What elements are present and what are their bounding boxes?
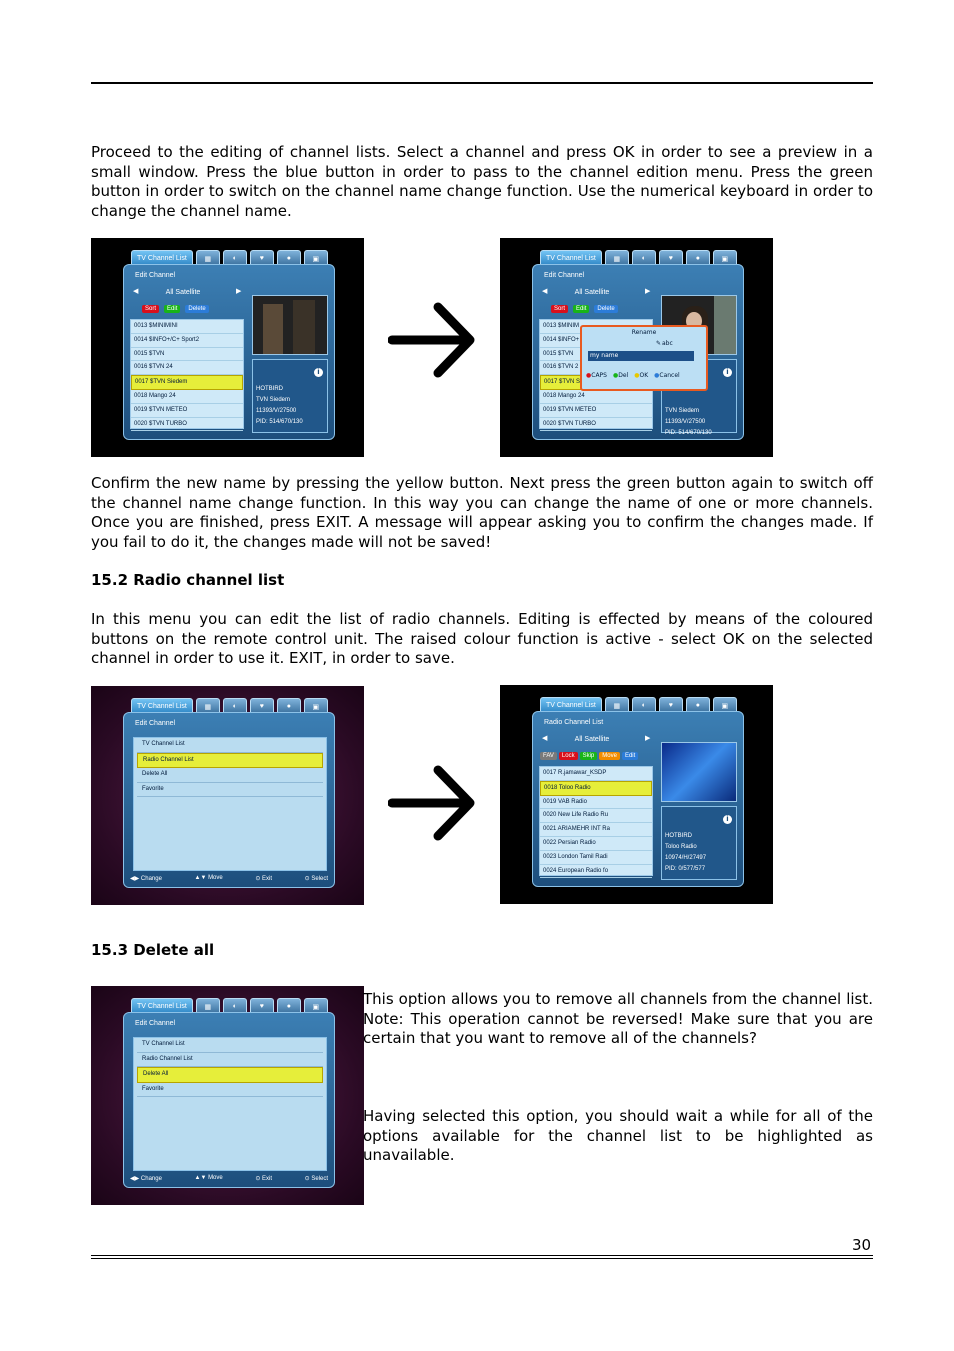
list-item: 0019 $TVN METEO (540, 404, 652, 418)
channel-info-box (252, 359, 328, 433)
exit-hint: Exit (262, 876, 273, 882)
tab-icon: ● (686, 250, 710, 267)
list-item: 0021 ARIAMEHR INT Ra (540, 823, 652, 837)
right-arrow-icon: ▶ (236, 287, 242, 295)
move-hint: Move (208, 875, 223, 881)
panel-title: Edit Channel (135, 720, 176, 727)
change-hint: Change (140, 876, 162, 882)
channel-info-box (661, 806, 737, 880)
section-heading-delete: 15.3 Delete all (91, 941, 215, 959)
tab-icon: ♥ (659, 697, 683, 714)
list-item-selected: 0018 Toloo Radio (540, 781, 652, 796)
cancel-hint: Cancel (659, 372, 680, 379)
section-heading-radio: 15.2 Radio channel list (91, 571, 285, 589)
tab-icon: ● (277, 998, 301, 1015)
list-item: 0024 European Radio fo (540, 865, 652, 879)
right-arrow-icon: ▶ (645, 734, 651, 742)
edit-panel (123, 1012, 335, 1188)
rename-input: my name (588, 351, 694, 361)
tab-tv-channel-list: TV Channel List (540, 697, 602, 714)
info-frequency: 11393/V/27500 (665, 419, 706, 425)
move-button: Move (599, 752, 620, 760)
list-item: 0014 $INFO+ (540, 334, 652, 348)
menu-item-selected: Delete All (137, 1067, 323, 1083)
footer-rule (91, 1255, 873, 1256)
tab-tv-channel-list: TV Channel List (131, 698, 193, 715)
info-icon: i (314, 368, 323, 377)
info-frequency: 11393/V/27500 (256, 408, 297, 414)
radio-channel-list-screenshot (500, 685, 773, 904)
menu-item: Delete All (137, 768, 323, 783)
edit-panel (123, 712, 335, 888)
page-number: 30 (852, 1236, 872, 1254)
info-icon: i (723, 368, 732, 377)
exit-hint: Exit (262, 1176, 273, 1182)
footer-rule (91, 1258, 873, 1259)
delete-button: Delete (185, 305, 208, 313)
tab-icon: ● (686, 697, 710, 714)
tab-icon: ◐ (632, 697, 656, 714)
left-arrow-icon: ◀ (542, 734, 548, 742)
change-hint: Change (140, 1176, 162, 1182)
list-item: 0016 $TVN 24 (131, 361, 243, 375)
ok-hint: OK (639, 372, 649, 379)
tab-icon: ▣ (304, 250, 328, 267)
menu-item: TV Channel List (137, 738, 323, 753)
tab-icon: ▣ (713, 250, 737, 267)
rename-channel-screenshot (500, 238, 773, 457)
panel-title: Radio Channel List (544, 719, 604, 726)
satellite-label: All Satellite (574, 736, 610, 743)
satellite-label: All Satellite (165, 289, 201, 296)
tab-icon: ♥ (250, 998, 274, 1015)
tab-icon: ◐ (223, 998, 247, 1015)
list-item: 0016 $TVN 2 (540, 361, 652, 375)
radio-panel (532, 711, 744, 887)
keyboard-icon: ✎ (656, 340, 662, 347)
info-frequency: 10974/H/27497 (665, 855, 707, 861)
edit-button: Edit (164, 305, 180, 313)
radio-artwork (661, 742, 737, 802)
caps-hint: CAPS (591, 372, 607, 379)
help-footer: ◀▶ Change ▲▼ Move ⊙ Exit ⊙ Select (130, 875, 328, 882)
info-satellite: HOTBIRD (256, 386, 283, 392)
sort-button: Sort (142, 305, 159, 313)
tab-icon: ● (277, 698, 301, 715)
info-pid: PID: 514/670/130 (665, 430, 712, 436)
edit-panel (123, 264, 335, 440)
list-item: 0020 $TVN TURBO (540, 418, 652, 432)
rename-hints: ●CAPS ●Del ●OK ●Cancel (586, 372, 680, 379)
list-item: 0017 R.jamawar_KSDP (540, 767, 652, 781)
skip-button: Skip (580, 752, 598, 760)
info-icon: i (723, 815, 732, 824)
tab-icon: ◐ (632, 250, 656, 267)
video-preview (252, 295, 328, 355)
edit-menu-radio-screenshot (91, 686, 364, 905)
tab-icon: ▣ (713, 697, 737, 714)
delete-all-screenshot (91, 986, 364, 1205)
arrow-right-icon (388, 295, 478, 385)
fav-button: FAV (540, 752, 557, 760)
tab-tv-channel-list: TV Channel List (131, 998, 193, 1015)
delete-button: Delete (594, 305, 617, 313)
lock-button: Lock (559, 752, 578, 760)
panel-title: Edit Channel (544, 272, 585, 279)
radio-paragraph: In this menu you can edit the list of radio channels. Editing is effected by means of the coloured buttons on the remote control unit. The raised colour function is active - select OK on the selected channel in order to use it. EXIT, in order to save. (91, 610, 873, 667)
tab-icon: ◐ (223, 698, 247, 715)
input-mode: abc (662, 340, 673, 347)
sort-button: Sort (551, 305, 568, 313)
tab-icon: ♥ (250, 698, 274, 715)
menu-item: TV Channel List (137, 1038, 323, 1053)
tab-icon: ▦ (196, 250, 220, 267)
list-item: 0018 Mango 24 (131, 390, 243, 404)
select-hint: Select (311, 1176, 328, 1182)
rename-title: Rename (631, 329, 657, 336)
list-item: 0019 VAB Radio (540, 796, 652, 810)
tab-icon: ▦ (196, 698, 220, 715)
list-item: 0014 $INFO+/C+ Sport2 (131, 334, 243, 348)
info-pid: PID: 0/577/577 (665, 866, 706, 872)
satellite-label: All Satellite (574, 289, 610, 296)
list-item: 0013 $MINIMINI (131, 320, 243, 334)
list-item: 0015 $TVN (131, 348, 243, 362)
tab-icon: ● (277, 250, 301, 267)
edit-channel-screenshot (91, 238, 364, 457)
edit-menu-list (133, 1037, 327, 1171)
delete-wait-paragraph: Having selected this option, you should wait a while for all of the options available for the channel list to be highlighted as unavailable. (363, 1107, 873, 1164)
left-arrow-icon: ◀ (542, 287, 548, 295)
tab-icon: ▦ (196, 998, 220, 1015)
channel-list (130, 319, 244, 429)
move-hint: Move (208, 1175, 223, 1181)
list-item: 0013 $MINIM (540, 320, 652, 334)
tab-icon: ♥ (250, 250, 274, 267)
info-channel: TVN Siedem (665, 408, 700, 414)
edit-menu-list (133, 737, 327, 871)
tab-tv-channel-list: TV Channel List (540, 250, 602, 267)
tab-icon: ▣ (304, 698, 328, 715)
list-item: 0018 Mango 24 (540, 390, 652, 404)
tab-icon: ▦ (605, 250, 629, 267)
edit-button: Edit (622, 752, 638, 760)
list-item-selected: 0017 $TVN Siedem (131, 375, 243, 390)
select-hint: Select (311, 876, 328, 882)
info-satellite: HOTBIRD (665, 833, 692, 839)
intro-paragraph: Proceed to the editing of channel lists. Select a channel and press OK in order to see a preview in a small window. Press the blue button in order to pass to the channel edition menu. Press the green button in order to switch on the channel name change function. Use the numerical keyboard in order to change the channel name. (91, 143, 873, 220)
arrow-right-icon (388, 758, 478, 848)
right-arrow-icon: ▶ (645, 287, 651, 295)
list-item-selected: 0017 $TVN S (540, 375, 652, 390)
menu-item: Favorite (137, 783, 323, 798)
radio-list (539, 766, 653, 876)
menu-item: Radio Channel List (137, 1053, 323, 1068)
list-item: 0023 London Tamil Radi (540, 851, 652, 865)
tab-icon: ▣ (304, 998, 328, 1015)
panel-title: Edit Channel (135, 1020, 176, 1027)
edit-button: Edit (573, 305, 589, 313)
list-item: 0022 Persian Radio (540, 837, 652, 851)
tab-icon: ▦ (605, 697, 629, 714)
help-footer: ◀▶ Change ▲▼ Move ⊙ Exit ⊙ Select (130, 1175, 328, 1182)
menu-item-selected: Radio Channel List (137, 753, 323, 769)
rename-dialog (580, 325, 708, 391)
header-rule (91, 82, 873, 84)
left-arrow-icon: ◀ (133, 287, 139, 295)
tab-icon: ♥ (659, 250, 683, 267)
list-item: 0015 $TVN (540, 348, 652, 362)
info-channel: TVN Siedem (256, 397, 291, 403)
list-item: 0019 $TVN METEO (131, 404, 243, 418)
confirm-paragraph: Confirm the new name by pressing the yellow button. Next press the green button again to switch off the channel name change function. In this way you can change the name of one or more channels. Once you are finished, press EXIT. A message will appear asking you to confirm the changes made. If you fail to do it, the changes made will not be saved! (91, 474, 873, 551)
menu-item: Favorite (137, 1083, 323, 1098)
del-hint: Del (618, 372, 629, 379)
delete-all-paragraph: This option allows you to remove all channels from the channel list. Note: This operation cannot be reversed! Make sure that you are certain that you want to remove all of the channels? (363, 990, 873, 1047)
info-channel: Toloo Radio (665, 844, 697, 850)
tab-icon: ◐ (223, 250, 247, 267)
panel-title: Edit Channel (135, 272, 176, 279)
list-item: 0020 $TVN TURBO (131, 418, 243, 432)
info-pid: PID: 514/670/130 (256, 419, 303, 425)
list-item: 0020 New Life Radio Ru (540, 809, 652, 823)
tab-tv-channel-list: TV Channel List (131, 250, 193, 267)
